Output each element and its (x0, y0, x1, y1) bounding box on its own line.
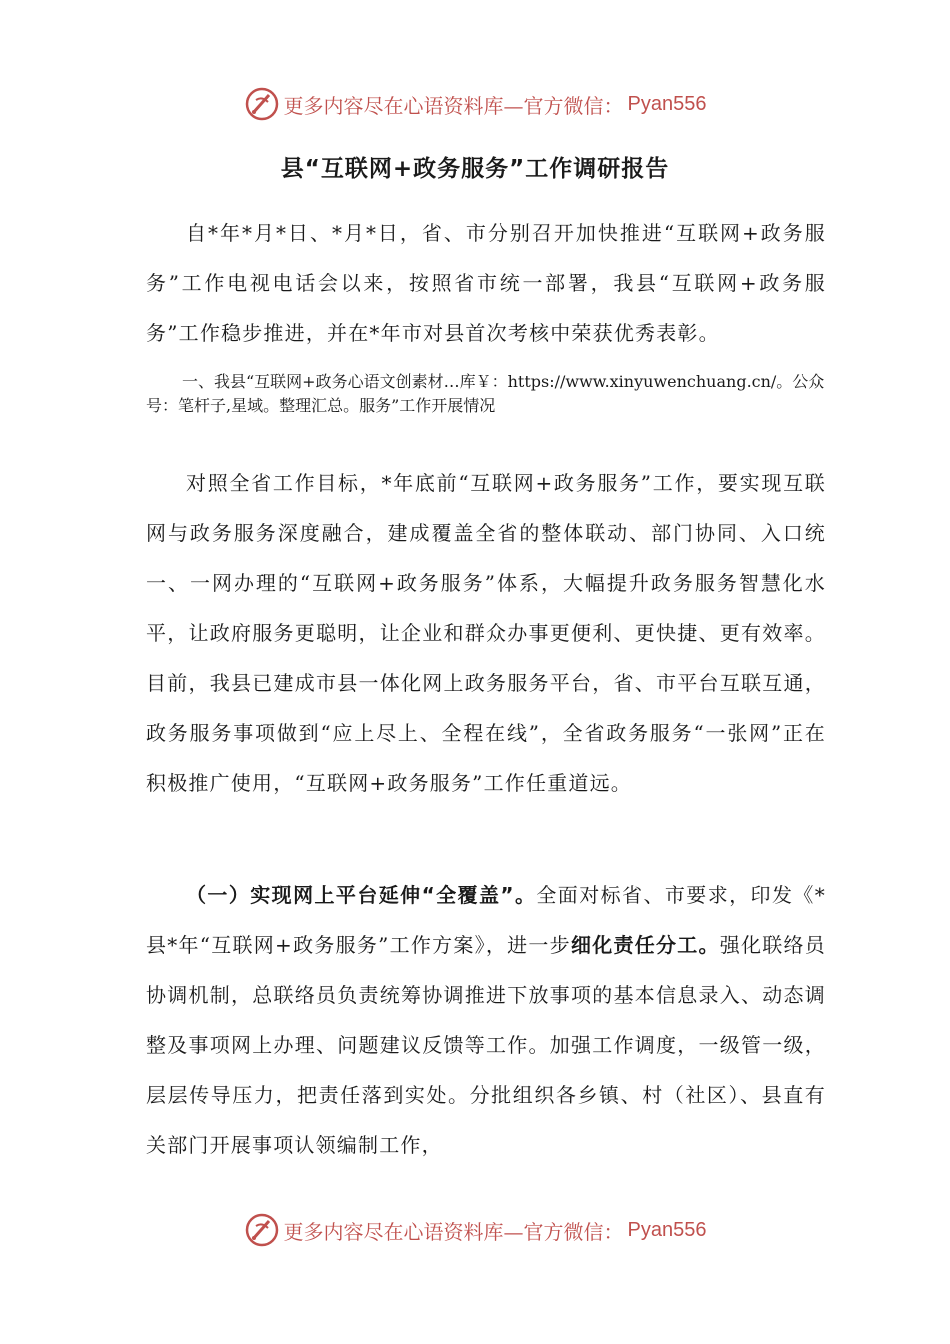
item-1-text-a: 全面对标省、市要求，印发《*县*年“互联网+政务服务”工作方案》，进一步 (146, 883, 826, 957)
banner-wechat-id: Pyan556 (627, 1218, 707, 1241)
document-title: 县“互联网+政务服务”工作调研报告 (280, 156, 670, 182)
footer-watermark-banner (0, 1208, 950, 1252)
banner-wechat-id: Pyan556 (627, 92, 707, 115)
item-1-bold-phrase: 细化责任分工。 (570, 933, 720, 957)
section-1-heading: 一、我县“互联网+政务心语文创素材…库￥：https://www.xinyuwenchuang.cn/。公众号：笔杆子,星域。整理汇总。服务”工作开展情况 (146, 372, 825, 415)
item-1-lead: （一）实现网上平台延伸“全覆盖”。 (186, 883, 537, 907)
pen-logo-icon (244, 86, 280, 122)
banner-text: 更多内容尽在心语资料库—官方微信： (283, 93, 624, 118)
pen-logo-icon (244, 1212, 280, 1248)
item-1-paragraph (146, 870, 826, 1170)
section-1-paragraph: 对照全省工作目标，*年底前“互联网+政务服务”工作，要实现互联网与政务服务深度融合，建成覆盖全省的整体联动、部门协同、入口统一、一网办理的“互联网+政务服务”体系，大幅提升政务服务智慧化水平，让政府服务更聪明，让企业和群众办事更便利、更快捷、更有效率。目前，我县已建成市县一体化网上政务服务平台，省、市平台互联互通，政务服务事项做到“应上尽上、全程在线”，全省政务服务“一张网”正在积极推广使用，“互联网+政务服务”工作任重道远。 (146, 471, 826, 795)
intro-paragraph: 自*年*月*日、*月*日，省、市分别召开加快推进“互联网+政务服务”工作电视电话会以来，按照省市统一部署，我县“互联网+政务服务”工作稳步推进，并在*年市对县首次考核中荣获优秀表彰。 (146, 221, 826, 345)
banner-text: 更多内容尽在心语资料库—官方微信： (283, 1219, 624, 1244)
header-watermark-banner (0, 82, 950, 126)
item-1-text-b: 强化联络员协调机制，总联络员负责统筹协调推进下放事项的基本信息录入、动态调整及事项网上办理、问题建议反馈等工作。加强工作调度，一级管一级，层层传导压力，把责任落到实处。分批组织各乡镇、村（社区）、县直有关部门开展事项认领编制工作， (146, 933, 827, 1157)
